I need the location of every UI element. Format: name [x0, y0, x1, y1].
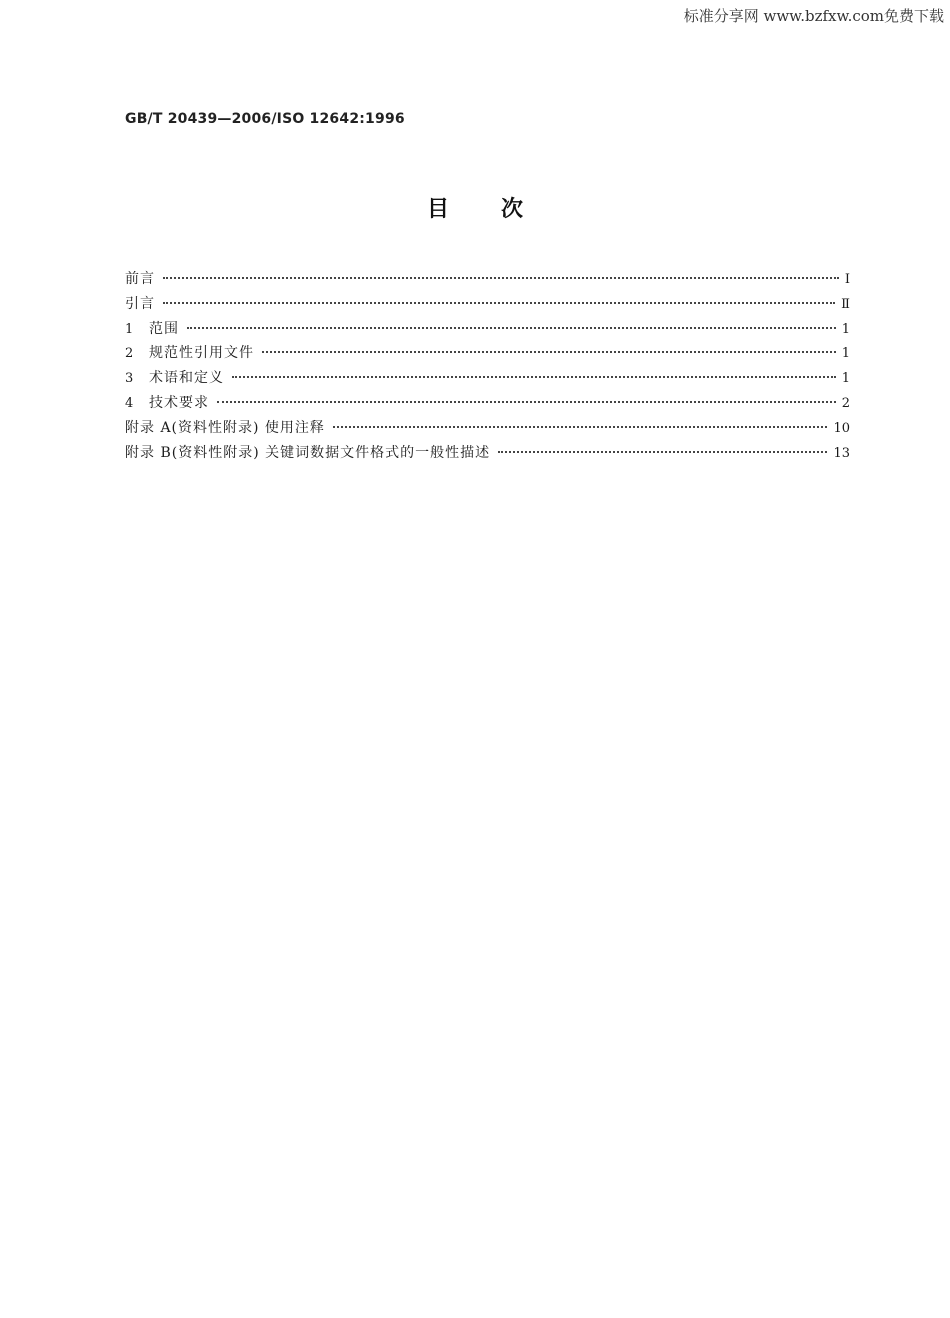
toc-title: 目次 — [426, 197, 575, 222]
toc-entry-technical-requirements[interactable] — [125, 392, 850, 417]
toc-leader-dots — [498, 451, 827, 453]
toc-leader-dots — [163, 277, 839, 279]
toc-leader-dots — [333, 426, 828, 428]
toc-entry-page: 1 — [841, 321, 850, 337]
toc-entry-label: 前言 — [125, 271, 155, 287]
toc-entry-page: Ⅱ — [841, 296, 850, 312]
toc-leader-dots — [232, 376, 836, 378]
toc-leader-dots — [217, 401, 836, 403]
toc-leader-dots — [163, 302, 835, 304]
table-of-contents — [125, 268, 850, 466]
toc-leader-dots — [262, 351, 836, 353]
watermark-text: 标准分享网 www.bzfxw.com免费下载 — [683, 7, 944, 25]
toc-entry-annex-b[interactable] — [125, 442, 850, 467]
toc-entry-introduction[interactable] — [125, 293, 850, 318]
toc-entry-label: 规范性引用文件 — [149, 345, 254, 362]
toc-entry-page: Ⅰ — [844, 272, 850, 287]
toc-entry-normative-references[interactable] — [125, 342, 850, 367]
toc-entry-page: 1 — [841, 371, 850, 387]
toc-entry-page: 1 — [841, 346, 850, 362]
toc-entry-scope[interactable] — [125, 318, 850, 343]
toc-leader-dots — [187, 327, 836, 329]
toc-entry-number: 1 — [125, 321, 134, 337]
toc-entry-annex-a[interactable] — [125, 417, 850, 442]
toc-entry-foreword[interactable] — [125, 268, 850, 293]
toc-entry-page: 10 — [833, 420, 850, 436]
toc-entry-label: 技术要求 — [149, 394, 209, 411]
toc-entry-page: 2 — [841, 395, 850, 411]
toc-entry-label: 附录 B(资料性附录) 关键词数据文件格式的一般性描述 — [125, 444, 491, 461]
toc-entry-page: 13 — [833, 445, 850, 461]
toc-entry-label: 引言 — [125, 295, 155, 312]
toc-entry-label: 范围 — [149, 320, 179, 337]
toc-entry-label: 术语和定义 — [149, 370, 224, 387]
toc-entry-terms-definitions[interactable] — [125, 367, 850, 392]
toc-entry-number: 3 — [125, 371, 134, 387]
standard-code-header: GB/T 20439—2006/ISO 12642:1996 — [125, 111, 405, 127]
toc-entry-number: 2 — [125, 346, 134, 362]
toc-entry-label: 附录 A(资料性附录) 使用注释 — [125, 419, 325, 436]
toc-entry-number: 4 — [125, 395, 134, 411]
